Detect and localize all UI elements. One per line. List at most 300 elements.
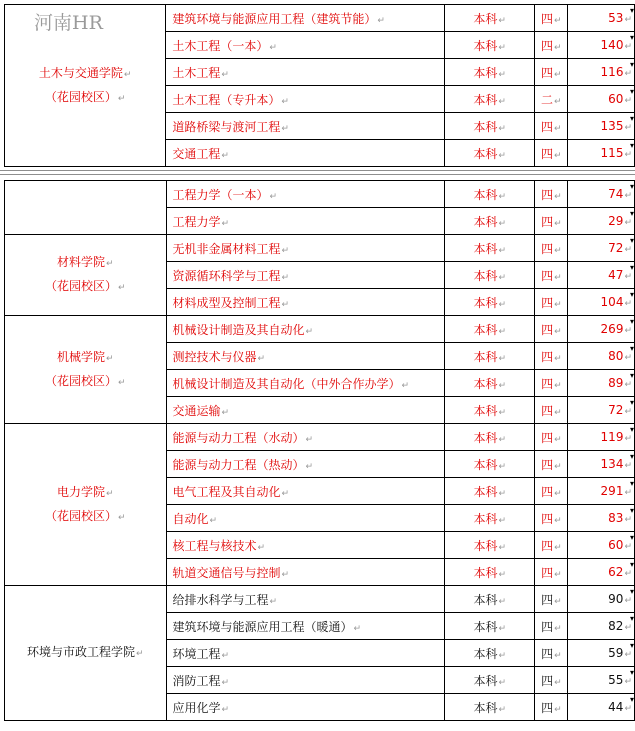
major-cell-text: 核工程与核技术 (172, 538, 257, 553)
paragraph-mark-icon: ↵ (498, 380, 507, 391)
count-cell-text: 55 (608, 673, 624, 687)
major-cell (166, 235, 445, 262)
paragraph-mark-icon: ↵ (498, 542, 507, 553)
major-cell (166, 451, 445, 478)
major-cell-text: 土木工程（一本） (172, 38, 269, 53)
years-cell-text: 二 (541, 92, 554, 107)
level-cell-text: 本科 (473, 511, 498, 526)
major-cell-text: 能源与动力工程（热动） (172, 457, 305, 472)
paragraph-mark-icon: ↵ (257, 542, 266, 553)
watermark-text: 河南HR (34, 12, 103, 34)
row-end-marker-icon: ▾ (630, 5, 635, 15)
table-row (5, 235, 635, 262)
major-cell (166, 613, 445, 640)
page-break-line-bottom (0, 174, 635, 175)
years-cell (535, 86, 568, 113)
paragraph-mark-icon: ↵ (554, 596, 562, 607)
paragraph-mark-icon: ↵ (624, 353, 632, 363)
table-row (5, 181, 635, 208)
paragraph-mark-icon: ↵ (624, 218, 632, 228)
years-cell (535, 586, 568, 613)
row-end-marker-icon: ▾ (630, 613, 635, 623)
count-cell (568, 113, 635, 140)
paragraph-mark-icon: ↵ (498, 650, 507, 661)
level-cell (445, 181, 535, 208)
paragraph-mark-icon: ↵ (554, 569, 562, 580)
paragraph-mark-icon: ↵ (554, 42, 562, 53)
paragraph-mark-icon: ↵ (305, 326, 314, 337)
paragraph-mark-icon: ↵ (498, 461, 507, 472)
paragraph-mark-icon: ↵ (554, 123, 562, 134)
count-cell-text: 291 (600, 484, 624, 498)
years-cell (535, 235, 568, 262)
level-cell-text: 本科 (473, 295, 498, 310)
level-cell (445, 289, 535, 316)
paragraph-mark-icon: ↵ (498, 515, 507, 526)
paragraph-mark-icon: ↵ (281, 245, 290, 256)
paragraph-mark-icon: ↵ (554, 542, 562, 553)
level-cell (445, 397, 535, 424)
level-cell (445, 505, 535, 532)
years-cell-text: 四 (541, 38, 554, 53)
count-cell-text: 116 (600, 65, 624, 79)
row-end-marker-icon: ▾ (630, 532, 635, 542)
row-end-marker-icon: ▾ (630, 289, 635, 299)
paragraph-mark-icon: ↵ (105, 259, 114, 269)
paragraph-mark-icon: ↵ (498, 218, 507, 229)
years-cell-text: 四 (541, 376, 554, 391)
paragraph-mark-icon: ↵ (554, 515, 562, 526)
count-cell-text: 90 (608, 592, 624, 606)
row-end-marker-icon: ▾ (630, 32, 635, 42)
table-row (5, 316, 635, 343)
level-cell-text: 本科 (473, 565, 498, 580)
paragraph-mark-icon: ↵ (554, 380, 562, 391)
paragraph-mark-icon: ↵ (624, 299, 632, 309)
level-cell (445, 262, 535, 289)
years-cell-text: 四 (541, 119, 554, 134)
paragraph-mark-icon: ↵ (624, 245, 632, 255)
row-end-marker-icon: ▾ (630, 559, 635, 569)
level-cell-text: 本科 (473, 430, 498, 445)
row-end-marker-icon: ▾ (630, 140, 635, 150)
years-cell (535, 370, 568, 397)
major-cell-text: 自动化 (172, 511, 209, 526)
count-cell (568, 424, 635, 451)
count-cell-text: 80 (608, 349, 624, 363)
college-name-line: （花园校区） (44, 508, 117, 523)
major-cell (166, 478, 445, 505)
level-cell-text: 本科 (473, 376, 498, 391)
count-cell-text: 134 (600, 457, 624, 471)
years-cell (535, 59, 568, 86)
major-cell (166, 559, 445, 586)
college-name-line: （花园校区） (44, 279, 117, 293)
count-cell (568, 532, 635, 559)
count-cell-text: 140 (600, 38, 624, 52)
paragraph-mark-icon: ↵ (624, 69, 632, 79)
paragraph-mark-icon: ↵ (554, 677, 562, 688)
years-cell (535, 694, 568, 721)
count-cell (568, 140, 635, 167)
level-cell-text: 本科 (473, 619, 498, 634)
level-cell-text: 本科 (473, 349, 498, 364)
count-cell-text: 269 (600, 322, 624, 336)
major-cell (166, 343, 445, 370)
years-cell-text: 四 (541, 268, 554, 283)
level-cell-text: 本科 (473, 538, 498, 553)
major-cell-text: 测控技术与仪器 (172, 349, 257, 364)
college-name-line: （花园校区） (44, 89, 117, 104)
major-cell-text: 轨道交通信号与控制 (172, 565, 281, 580)
paragraph-mark-icon: ↵ (498, 434, 507, 445)
paragraph-mark-icon: ↵ (498, 326, 507, 337)
count-cell-text: 83 (608, 511, 624, 525)
college-cell (5, 424, 167, 586)
years-cell-text: 四 (541, 592, 554, 607)
count-cell (568, 181, 635, 208)
paragraph-mark-icon: ↵ (498, 272, 507, 283)
paragraph-mark-icon: ↵ (554, 245, 562, 256)
level-cell (445, 640, 535, 667)
paragraph-mark-icon: ↵ (269, 596, 278, 607)
level-cell-text: 本科 (473, 65, 498, 80)
major-cell (166, 140, 444, 167)
level-cell (445, 478, 535, 505)
paragraph-mark-icon: ↵ (377, 15, 385, 26)
paragraph-mark-icon: ↵ (624, 272, 632, 282)
years-cell (535, 667, 568, 694)
years-cell-text: 四 (541, 349, 554, 364)
major-cell-text: 给排水科学与工程 (172, 592, 269, 607)
major-cell (166, 181, 445, 208)
row-end-marker-icon: ▾ (630, 478, 635, 488)
major-cell-text: 建筑环境与能源应用工程（暖通） (172, 619, 353, 634)
major-cell-text: 交通工程 (172, 146, 221, 161)
count-cell (568, 370, 635, 397)
count-cell (568, 397, 635, 424)
paragraph-mark-icon: ↵ (498, 677, 507, 688)
count-cell-text: 44 (608, 700, 624, 714)
college-name-line: （花园校区） (44, 373, 117, 388)
level-cell-text: 本科 (473, 484, 498, 499)
level-cell (444, 32, 534, 59)
count-cell-text: 72 (608, 403, 624, 417)
row-end-marker-icon: ▾ (630, 59, 635, 69)
paragraph-mark-icon: ↵ (624, 461, 632, 471)
years-cell-text: 四 (541, 403, 554, 418)
years-cell-text: 四 (541, 646, 554, 661)
major-cell-text: 应用化学 (172, 700, 221, 715)
major-cell-text: 建筑环境与能源应用工程（建筑节能） (172, 11, 377, 26)
paragraph-mark-icon: ↵ (281, 123, 289, 134)
paragraph-mark-icon: ↵ (554, 272, 562, 283)
count-cell-text: 115 (600, 146, 624, 160)
paragraph-mark-icon: ↵ (117, 377, 126, 388)
major-cell (166, 532, 445, 559)
major-cell (166, 262, 445, 289)
count-cell-text: 135 (600, 119, 624, 133)
count-cell (568, 613, 635, 640)
paragraph-mark-icon: ↵ (624, 677, 632, 687)
level-cell (445, 559, 535, 586)
college-name-line: 材料学院 (56, 255, 105, 269)
row-end-marker-icon: ▾ (630, 694, 635, 704)
row-end-marker-icon: ▾ (630, 505, 635, 515)
right-margin-markers (630, 0, 635, 731)
count-cell-text: 60 (608, 92, 624, 106)
row-end-marker-icon: ▾ (630, 208, 635, 218)
level-cell-text: 本科 (473, 673, 498, 688)
paragraph-mark-icon: ↵ (221, 704, 230, 715)
level-cell-text: 本科 (473, 457, 498, 472)
level-cell-text: 本科 (473, 187, 498, 202)
level-cell-text: 本科 (473, 700, 498, 715)
major-cell (166, 505, 445, 532)
years-cell (535, 140, 568, 167)
paragraph-mark-icon: ↵ (281, 299, 290, 310)
paragraph-mark-icon: ↵ (498, 488, 507, 499)
paragraph-mark-icon: ↵ (498, 123, 506, 134)
major-cell-text: 材料成型及控制工程 (172, 295, 281, 310)
major-cell (166, 424, 445, 451)
row-end-marker-icon: ▾ (630, 451, 635, 461)
paragraph-mark-icon: ↵ (624, 434, 632, 444)
paragraph-mark-icon: ↵ (554, 650, 562, 661)
paragraph-mark-icon: ↵ (554, 150, 562, 161)
row-end-marker-icon: ▾ (630, 667, 635, 677)
count-cell (568, 343, 635, 370)
college-name-line: 电力学院 (56, 484, 105, 499)
paragraph-mark-icon: ↵ (498, 191, 507, 202)
major-cell-text: 工程力学（一本） (172, 187, 269, 202)
count-cell-text: 89 (608, 376, 624, 390)
major-cell-text: 环境工程 (172, 646, 221, 661)
count-cell-text: 104 (600, 295, 624, 309)
paragraph-mark-icon: ↵ (221, 407, 230, 418)
paragraph-mark-icon: ↵ (117, 93, 126, 104)
level-cell-text: 本科 (473, 241, 498, 256)
paragraph-mark-icon: ↵ (624, 150, 632, 160)
major-cell-text: 土木工程（专升本） (172, 92, 281, 107)
paragraph-mark-icon: ↵ (554, 326, 562, 337)
count-cell-text: 74 (608, 187, 624, 201)
level-cell-text: 本科 (473, 646, 498, 661)
paragraph-mark-icon: ↵ (209, 515, 218, 526)
college-cell (5, 316, 167, 424)
level-cell (445, 343, 535, 370)
years-cell (535, 343, 568, 370)
paragraph-mark-icon: ↵ (554, 461, 562, 472)
major-cell-text: 土木工程 (172, 65, 221, 80)
years-cell (535, 181, 568, 208)
years-cell-text: 四 (541, 457, 554, 472)
paragraph-mark-icon: ↵ (353, 623, 362, 634)
count-cell-text: 119 (600, 430, 624, 444)
row-end-marker-icon: ▾ (630, 235, 635, 245)
paragraph-mark-icon: ↵ (269, 191, 278, 202)
level-cell (444, 140, 534, 167)
paragraph-mark-icon: ↵ (498, 15, 506, 26)
count-cell-text: 72 (608, 241, 624, 255)
major-cell (166, 5, 444, 32)
level-cell-text: 本科 (473, 322, 498, 337)
years-cell (535, 208, 568, 235)
count-cell (568, 586, 635, 613)
major-cell-text: 道路桥梁与渡河工程 (172, 119, 281, 134)
years-cell-text: 四 (541, 146, 554, 161)
level-cell-text: 本科 (473, 38, 498, 53)
major-cell-text: 能源与动力工程（水动） (172, 430, 305, 445)
level-cell-text: 本科 (473, 119, 498, 134)
paragraph-mark-icon: ↵ (554, 623, 562, 634)
major-cell (166, 59, 444, 86)
years-cell (535, 451, 568, 478)
college-name-line: 环境与市政工程学院 (26, 645, 135, 659)
level-cell (444, 5, 534, 32)
paragraph-mark-icon: ↵ (554, 218, 562, 229)
level-cell-text: 本科 (473, 146, 498, 161)
count-cell-text: 62 (608, 565, 624, 579)
years-cell-text: 四 (541, 673, 554, 688)
years-cell (535, 262, 568, 289)
years-cell (535, 113, 568, 140)
row-end-marker-icon: ▾ (630, 370, 635, 380)
paragraph-mark-icon: ↵ (624, 407, 632, 417)
paragraph-mark-icon: ↵ (221, 650, 230, 661)
paragraph-mark-icon: ↵ (554, 353, 562, 364)
college-cell (5, 181, 167, 235)
count-cell (568, 59, 635, 86)
paragraph-mark-icon: ↵ (117, 283, 126, 293)
level-cell (445, 208, 535, 235)
years-cell-text: 四 (541, 700, 554, 715)
paragraph-mark-icon: ↵ (624, 326, 632, 336)
count-cell (568, 559, 635, 586)
level-cell (445, 424, 535, 451)
paragraph-mark-icon: ↵ (624, 191, 632, 201)
major-cell (166, 640, 445, 667)
paragraph-mark-icon: ↵ (281, 569, 290, 580)
paragraph-mark-icon: ↵ (117, 512, 126, 523)
major-cell-text: 资源循环科学与工程 (172, 268, 281, 283)
college-cell (5, 235, 167, 316)
college-cell (5, 586, 167, 721)
major-cell (166, 113, 444, 140)
years-cell-text: 四 (541, 538, 554, 553)
paragraph-mark-icon: ↵ (624, 488, 632, 498)
count-cell (568, 694, 635, 721)
level-cell (445, 613, 535, 640)
major-cell-text: 电气工程及其自动化 (172, 484, 281, 499)
paragraph-mark-icon: ↵ (498, 353, 507, 364)
count-cell (568, 667, 635, 694)
years-cell-text: 四 (541, 511, 554, 526)
row-end-marker-icon: ▾ (630, 262, 635, 272)
paragraph-mark-icon: ↵ (624, 123, 632, 133)
years-cell (535, 478, 568, 505)
major-cell-text: 工程力学 (172, 214, 221, 229)
row-end-marker-icon: ▾ (630, 86, 635, 96)
row-end-marker-icon: ▾ (630, 113, 635, 123)
years-cell-text: 四 (541, 619, 554, 634)
count-cell-text: 47 (608, 268, 624, 282)
paragraph-mark-icon: ↵ (281, 488, 290, 499)
paragraph-mark-icon: ↵ (554, 434, 562, 445)
level-cell (445, 316, 535, 343)
major-cell (166, 694, 445, 721)
level-cell-text: 本科 (473, 214, 498, 229)
paragraph-mark-icon: ↵ (554, 488, 562, 499)
years-cell-text: 四 (541, 565, 554, 580)
count-cell (568, 235, 635, 262)
years-cell-text: 四 (541, 11, 554, 26)
years-cell (535, 32, 568, 59)
row-end-marker-icon: ▾ (630, 343, 635, 353)
paragraph-mark-icon: ↵ (221, 218, 230, 229)
paragraph-mark-icon: ↵ (498, 623, 507, 634)
years-cell-text: 四 (541, 295, 554, 310)
count-cell-text: 82 (608, 619, 624, 633)
major-cell (166, 86, 444, 113)
paragraph-mark-icon: ↵ (498, 96, 506, 107)
count-cell-text: 29 (608, 214, 624, 228)
level-cell (444, 86, 534, 113)
level-cell-text: 本科 (473, 92, 498, 107)
years-cell (535, 316, 568, 343)
paragraph-mark-icon: ↵ (498, 150, 506, 161)
level-cell (444, 59, 534, 86)
paragraph-mark-icon: ↵ (221, 150, 229, 161)
paragraph-mark-icon: ↵ (498, 69, 506, 80)
count-cell (568, 86, 635, 113)
paragraph-mark-icon: ↵ (498, 407, 507, 418)
paragraph-mark-icon: ↵ (624, 380, 632, 390)
count-cell-text: 59 (608, 646, 624, 660)
paragraph-mark-icon: ↵ (624, 15, 632, 25)
count-cell (568, 505, 635, 532)
paragraph-mark-icon: ↵ (554, 407, 562, 418)
major-cell (166, 586, 445, 613)
years-cell (535, 505, 568, 532)
level-cell-text: 本科 (473, 268, 498, 283)
years-cell-text: 四 (541, 241, 554, 256)
row-end-marker-icon: ▾ (630, 397, 635, 407)
paragraph-mark-icon: ↵ (554, 299, 562, 310)
paragraph-mark-icon: ↵ (554, 704, 562, 715)
years-cell (535, 532, 568, 559)
level-cell-text: 本科 (473, 592, 498, 607)
major-cell (166, 667, 445, 694)
count-cell (568, 640, 635, 667)
paragraph-mark-icon: ↵ (624, 596, 632, 606)
paragraph-mark-icon: ↵ (498, 569, 507, 580)
level-cell-text: 本科 (473, 11, 498, 26)
count-cell (568, 208, 635, 235)
paragraph-mark-icon: ↵ (498, 245, 507, 256)
paragraph-mark-icon: ↵ (624, 623, 632, 633)
paragraph-mark-icon: ↵ (554, 96, 562, 107)
years-cell-text: 四 (541, 484, 554, 499)
paragraph-mark-icon: ↵ (257, 353, 266, 364)
paragraph-mark-icon: ↵ (624, 569, 632, 579)
major-cell (166, 208, 445, 235)
row-end-marker-icon: ▾ (630, 640, 635, 650)
major-cell-text: 机械设计制造及其自动化 (172, 322, 305, 337)
admissions-table-part-2 (4, 180, 635, 721)
table-row (5, 586, 635, 613)
level-cell (444, 113, 534, 140)
